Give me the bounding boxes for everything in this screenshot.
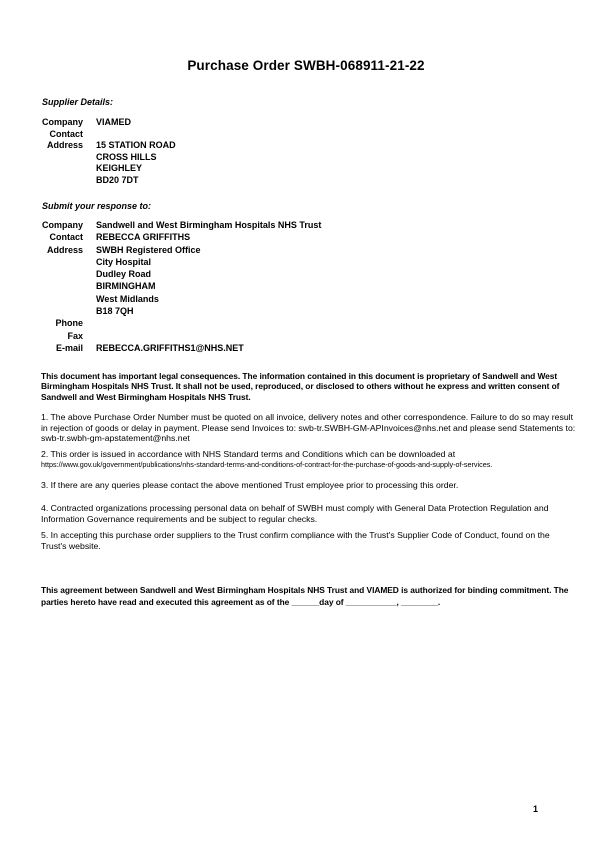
detail-row: [41, 163, 176, 175]
field-value: KEIGHLEY: [96, 163, 143, 173]
field-label: E-mail: [55, 342, 83, 353]
field-value: VIAMED: [96, 117, 132, 127]
detail-row: [41, 245, 321, 257]
agreement-paragraph: This agreement between Sandwell and West Birmingham Hospitals NHS Trust and VIAMED is authorized for binding commitment. The parties hereto have read and executed this agreement as of the ______day of ___________, ________.: [41, 585, 569, 607]
field-label: Company: [41, 117, 83, 127]
detail-row: [41, 117, 176, 129]
field-value: 15 STATION ROAD: [96, 140, 176, 150]
field-value: B18 7QH: [96, 306, 134, 317]
detail-row: [41, 152, 176, 164]
field-value: REBECCA.GRIFFITHS1@NHS.NET: [96, 342, 244, 353]
field-label: Company: [41, 220, 83, 230]
supplier-details-block: [41, 117, 176, 186]
field-value: SWBH Registered Office: [96, 244, 201, 255]
field-value: City Hospital: [96, 256, 152, 267]
terms-paragraph-3: 3. If there are any queries please contact the above mentioned Trust employee prior to processing this order.: [41, 480, 459, 490]
detail-row: [41, 281, 321, 293]
page-title: Purchase Order SWBH-068911-21-22: [187, 58, 425, 73]
field-label: Contact: [49, 128, 83, 139]
detail-row: [41, 306, 321, 318]
detail-row: [41, 175, 176, 187]
terms-paragraph-1: 1. The above Purchase Order Number must be quoted on all invoice, delivery notes and other correspondence. Failure to do so may result in rejection of goods or delay in payment. Please send Invoices to: swb-tr.SWBH-GM-APInvoices@nhs.net and please send Statements to: swb-tr.swbh-gm-apstatement@nhs.net: [41, 412, 576, 444]
field-label: Address: [46, 244, 83, 255]
supplier-details-heading: Supplier Details:: [42, 97, 114, 107]
terms-paragraph-2: [41, 449, 577, 470]
field-label: Phone: [55, 318, 83, 329]
terms-paragraph-4: 4. Contracted organizations processing personal data on behalf of SWBH must comply with General Data Protection Regulation and Information Governance requirements and be subject to regular checks.: [41, 503, 549, 524]
terms-paragraph-2-text: 2. This order is issued in accordance with NHS Standard terms and Conditions which can be downloaded at: [41, 449, 456, 459]
field-label: Fax: [67, 330, 83, 341]
detail-row: [41, 257, 321, 269]
page-number: 1: [533, 804, 539, 814]
field-value: CROSS HILLS: [96, 151, 157, 162]
detail-row: [41, 232, 321, 244]
field-value: BIRMINGHAM: [96, 281, 156, 292]
detail-row: [41, 331, 321, 343]
submit-response-block: [41, 220, 321, 355]
detail-row: [41, 318, 321, 330]
submit-response-heading: Submit your response to:: [42, 201, 152, 211]
field-label: Address: [46, 140, 83, 150]
detail-row: [41, 220, 321, 232]
field-label: Contact: [49, 232, 83, 243]
detail-row: [41, 140, 176, 152]
detail-row: [41, 269, 321, 281]
terms-paragraph-5: 5. In accepting this purchase order suppliers to the Trust confirm compliance with the Trust's Supplier Code of Conduct, found on the Trust's website.: [41, 530, 550, 551]
detail-row: [41, 343, 321, 355]
field-value: REBECCA GRIFFITHS: [96, 232, 191, 243]
field-value: Sandwell and West Birmingham Hospitals NHS Trust: [96, 220, 322, 230]
detail-row: [41, 294, 321, 306]
field-value: Dudley Road: [96, 269, 152, 280]
detail-row: [41, 129, 176, 141]
legal-notice-paragraph: This document has important legal consequences. The information contained in this document is proprietary of Sandwell and West Birmingham Hospitals NHS Trust. It shall not be used, reproduced, or disclosed to others without he express and written consent of Sandwell and West Birmingham Hospitals NHS Trust.: [41, 371, 560, 402]
terms-paragraph-2-url: https://www.gov.uk/government/publications/nhs-standard-terms-and-conditions-of-contract-for-the-purchase-of-goods-and-supply-of-services.: [41, 459, 493, 469]
field-value: BD20 7DT: [96, 174, 139, 185]
field-value: West Midlands: [96, 293, 159, 304]
